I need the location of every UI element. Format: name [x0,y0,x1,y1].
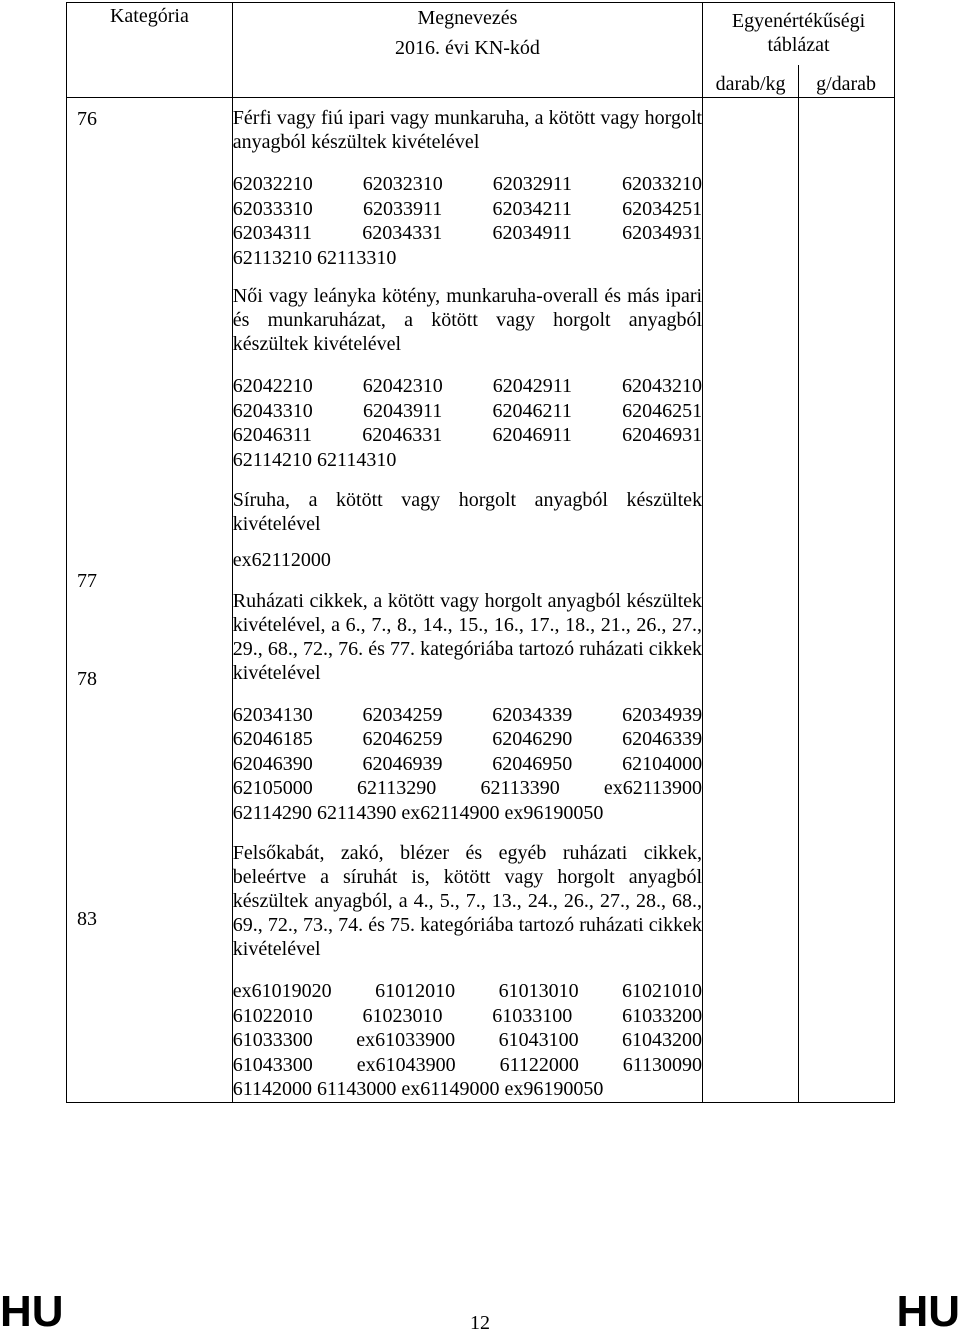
code-line: ex61019020 61012010 61013010 61021010 [232,980,703,1002]
header-unit-divider [798,65,799,97]
code-line: 61022010 61023010 61033100 61033200 [232,1004,703,1027]
code-line: 61142000 61143000 ex61149000 ex96190050 [232,1078,604,1100]
header-unit-grams-per-piece: g/darab [816,73,877,95]
category-77: 77 [77,570,97,592]
header-row [67,3,895,98]
code-line: 61043300 ex61043900 61122000 61130090 [232,1053,703,1076]
page-number: 12 [470,1312,490,1334]
code-line: 62114290 62114390 ex62114900 ex96190050 [232,801,604,824]
code-line: ex62112000 [232,549,331,571]
code-line: 62034311 62034331 62034911 62034931 [232,222,703,244]
codes-76a [233,172,702,270]
desc-78: Ruházati cikkek, a kötött vagy horgolt anyagból készültek kivételével, a 6., 7., 8., 14., 15., 16., 17., 18., 21., 26., 27., 29., 68., 72., 76. és 77. kategóriába tartozó ruházati cikkek kivételével [232,589,703,684]
codes-76b [233,374,702,472]
category-76: 76 [77,108,97,130]
code-line: 62046311 62046331 62046911 62046931 [232,424,703,446]
header-equivalence [703,3,895,98]
description-column [232,98,702,1103]
header-unit-pieces-per-kg: darab/kg [715,73,786,95]
footer-language-right: HU [896,1287,960,1336]
desc-77: Síruha, a kötött vagy horgolt anyagból készültek kivételével [232,489,703,535]
code-line: 62046390 62046939 62046950 62104000 [232,752,703,775]
header-cn-code-label: 2016. évi KN-kód [394,37,540,59]
body-row [67,98,895,1103]
header-category-label: Kategória [109,5,189,27]
equivalence-table [66,2,895,1103]
desc-76a: Férfi vagy fiú ipari vagy munkaruha, a kötött vagy horgolt anyagból készültek kivételével [232,107,703,153]
header-name-label: Megnevezés [417,7,518,29]
pieces-per-kg-column [703,98,798,1103]
code-line: 61033300 ex61033900 61043100 61043200 [232,1029,703,1051]
code-line: 62032210 62032310 62032911 62033210 [232,173,703,195]
code-line: 62046185 62046259 62046290 62046339 [232,728,703,750]
code-line: 62033310 62033911 62034211 62034251 [232,197,703,220]
code-line: 62034130 62034259 62034339 62034939 [232,703,703,726]
category-78: 78 [77,668,97,690]
codes-78 [233,703,702,826]
code-line: 62043310 62043911 62046211 62046251 [232,399,703,422]
header-eq-title-line1: Egyenértékűségi [731,10,866,32]
header-name [232,3,702,98]
codes-77 [233,548,702,573]
desc-83: Felsőkabát, zakó, blézer és egyéb ruházati cikkek, beleértve a síruhát is, kötött vagy horgolt anyagból készültek anyagból, a 4., 5., 7., 13., 24., 26., 27., 28., 68., 69., 72., 73., 74. és 75. kategóriába tartozó ruházati cikkek kivételével [232,842,703,960]
code-line: 62042210 62042310 62042911 62043210 [232,375,703,397]
desc-76b: Női vagy leányka kötény, munkaruha-overall és más ipari és munkaruházat, a kötött vagy horgolt anyagból készültek kivételével [232,285,703,355]
code-line: 62105000 62113290 62113390 ex62113900 [232,777,703,799]
codes-83 [233,979,702,1102]
category-83: 83 [77,908,97,930]
footer-language-left: HU [0,1287,64,1336]
code-line: 62113210 62113310 [232,246,397,269]
header-eq-title-line2: táblázat [767,34,830,56]
category-column [67,98,233,1103]
header-category [67,3,233,98]
grams-per-piece-column [798,98,894,1103]
code-line: 62114210 62114310 [232,448,397,471]
